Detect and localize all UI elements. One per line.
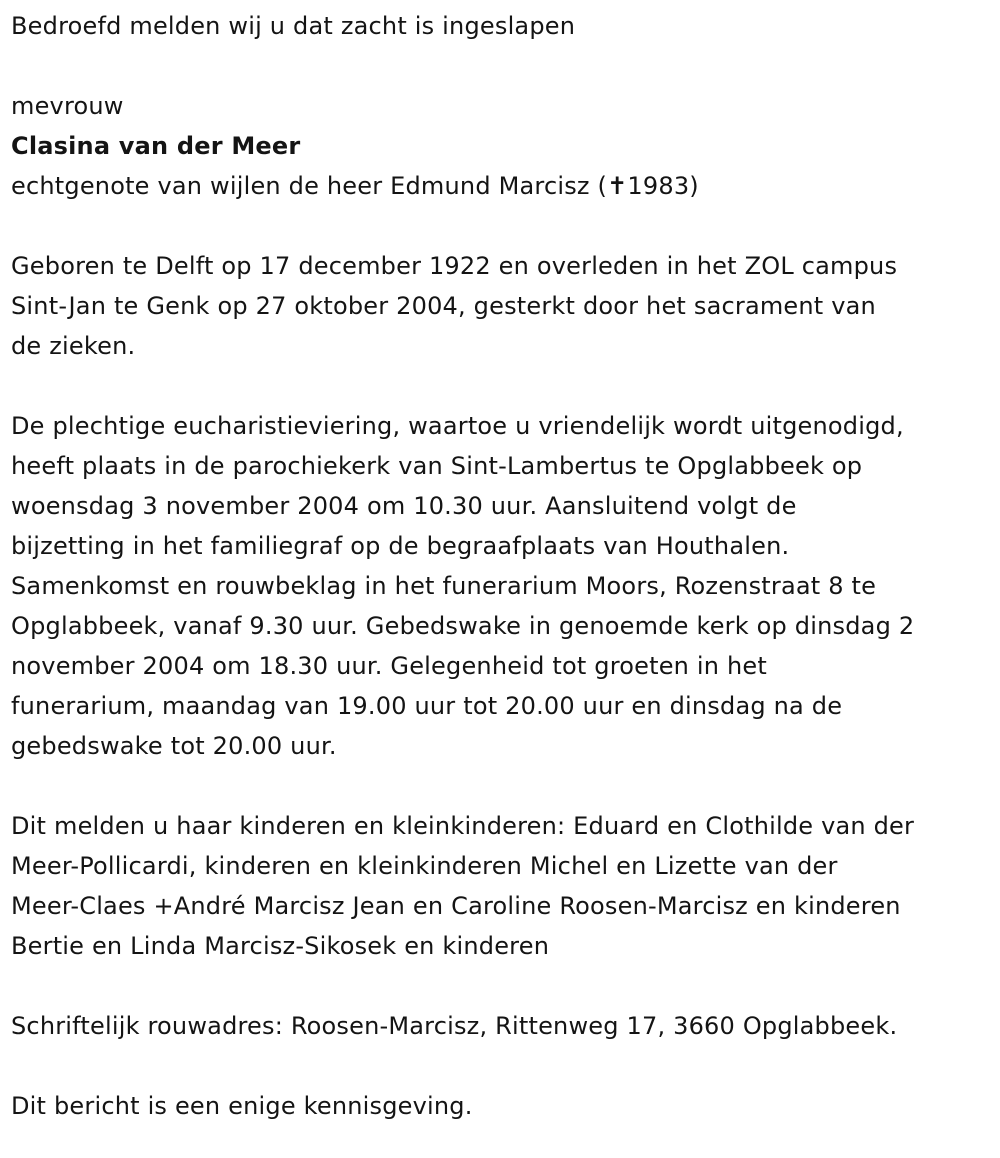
ceremony-paragraph: De plechtige eucharistieviering, waartoe u vriendelijk wordt uitgenodigd, heeft plaats in de parochiekerk van Sint-Lambertus te Opglabbeek op woensdag 3 november 2004 om 10.30 uur. Aansluitend volgt de bijzetting in het familiegraf op de begraafplaats van Houthalen. Samenkomst en rouwbeklag in het funerarium Moors, Rozenstraat 8 te Opglabbeek, vanaf 9.30 uur. Gebedswake in genoemde kerk op dinsdag 2 november 2004 om 18.30 uur. Gelegenheid tot groeten in het funerarium, maandag van 19.00 uur tot 20.00 uur en dinsdag na de gebedswake tot 20.00 uur. xyxy=(11,412,915,760)
spacer xyxy=(11,366,996,406)
spacer xyxy=(11,766,996,806)
intro-line: Bedroefd melden wij u dat zacht is ingeslapen xyxy=(11,12,576,40)
closing-line: Dit bericht is een enige kennisgeving. xyxy=(11,1092,473,1120)
birth-death-paragraph: Geboren te Delft op 17 december 1922 en overleden in het ZOL campus Sint-Jan te Genk op 27 oktober 2004, gesterkt door het sacrament van de zieken. xyxy=(11,252,898,360)
spacer xyxy=(11,206,996,246)
obituary-notice xyxy=(11,6,996,1126)
spouse-line: echtgenote van wijlen de heer Edmund Marcisz (✝1983) xyxy=(11,172,699,200)
salutation: mevrouw xyxy=(11,92,124,120)
family-paragraph: Dit melden u haar kinderen en kleinkinderen: Eduard en Clothilde van der Meer-Pollicardi, kinderen en kleinkinderen Michel en Lizette van der Meer-Claes +André Marcisz Jean en Caroline Roosen-Marcisz en kinderen Bertie en Linda Marcisz-Sikosek en kinderen xyxy=(11,812,915,960)
spacer xyxy=(11,966,996,1006)
deceased-name: Clasina van der Meer xyxy=(11,132,301,160)
spacer xyxy=(11,46,996,86)
mourning-address: Schriftelijk rouwadres: Roosen-Marcisz, Rittenweg 17, 3660 Opglabbeek. xyxy=(11,1012,898,1040)
spacer xyxy=(11,1046,996,1086)
